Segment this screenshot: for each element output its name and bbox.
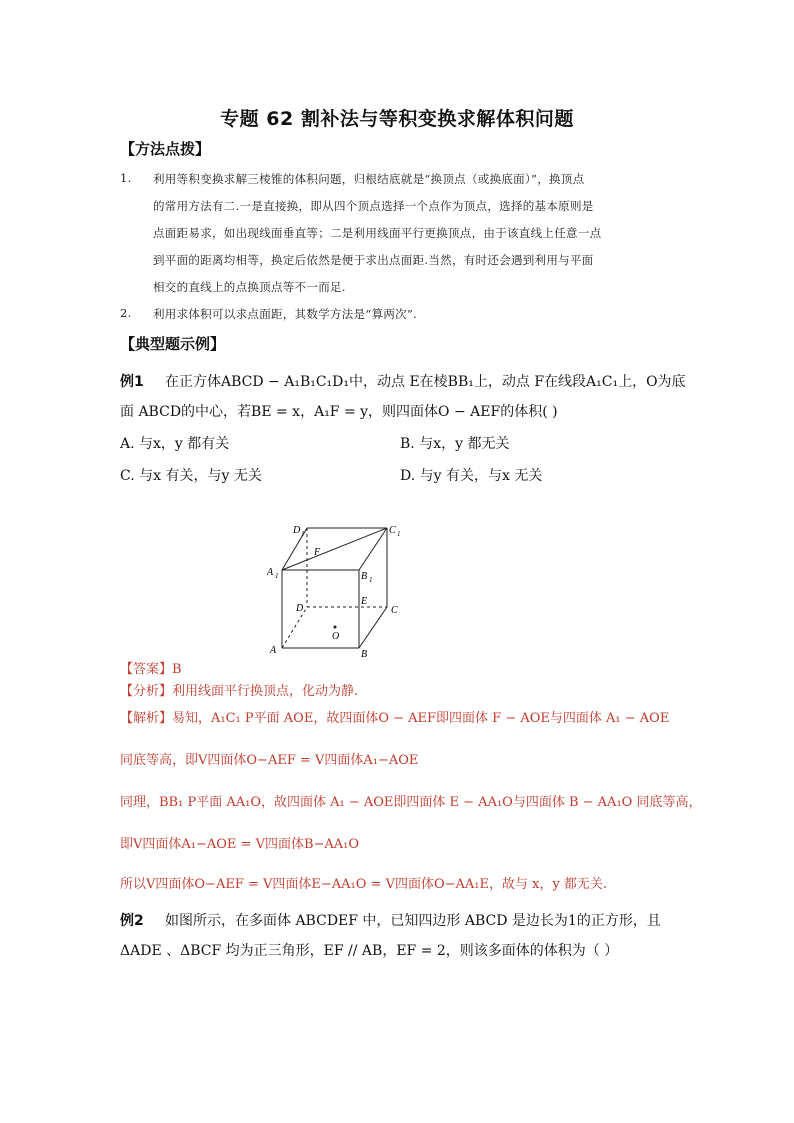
solution-line2: 同底等高，即V四面体O−AEF = V四面体A₁−AOE xyxy=(120,753,419,768)
option-b: B. 与x，y 都无关 xyxy=(400,436,510,452)
label-f: F xyxy=(314,547,321,558)
label-a1-sub: 1 xyxy=(275,572,279,580)
label-b: B xyxy=(361,649,368,660)
answer-label: 【答案】 xyxy=(120,662,173,677)
option-a: A. 与x，y 都有关 xyxy=(120,436,230,452)
label-d1-sub: 1 xyxy=(301,530,305,538)
analysis-row xyxy=(120,680,358,699)
method-item-line: 利用求体积可以求点面距，其数学方法是“算两次”. xyxy=(153,307,418,321)
solution-line4: 即V四面体A₁−AOE = V四面体B−AA₁O xyxy=(120,837,360,852)
method-item-line: 利用等积变换求解三棱锥的体积问题，归根结底就是“换顶点（或换底面）”，换顶点 xyxy=(153,172,585,186)
label-c1: C xyxy=(389,525,396,536)
answer-row xyxy=(120,658,182,677)
example2-label: 例2 xyxy=(120,913,144,929)
method-item-line: 点面距易求，如出现线面垂直等；二是利用线面平行更换顶点，由于该直线上任意一点 xyxy=(153,226,602,240)
label-b1: B xyxy=(361,571,368,582)
method-item-number: 1. xyxy=(120,171,132,185)
solution-label: 【解析】 xyxy=(120,711,173,726)
label-b1-sub: 1 xyxy=(369,576,373,584)
method-item-line: 到平面的距离均相等，换定后依然是便于求出点面距.当然，有时还会遇到利用与平面 xyxy=(153,253,594,267)
label-o: O xyxy=(332,631,340,642)
example1-label: 例1 xyxy=(120,374,144,390)
label-e: E xyxy=(361,596,368,607)
option-c: C. 与x 有关，与y 无关 xyxy=(120,468,262,484)
solution-line1: 易知，A₁C₁ P平面 AOE，故四面体O − AEF即四面体 F − AOE与四面体 A₁ − AOE xyxy=(172,711,670,726)
label-d1: D xyxy=(293,525,301,536)
label-d: D xyxy=(296,603,304,614)
label-a: A xyxy=(270,645,277,656)
example1-question-line1: 在正方体ABCD − A₁B₁C₁D₁中，动点 E在棱BB₁上，动点 F在线段A₁C₁上，O为底 xyxy=(165,374,686,390)
edge-ad xyxy=(282,607,307,648)
page-title: 专题 62 割补法与等积变换求解体积问题 xyxy=(220,108,574,130)
example1-question-line2: 面 ABCD的中心，若BE = x，A₁F = y，则四面体O − AEF的体积( ) xyxy=(120,404,558,420)
method-item-number: 2. xyxy=(120,306,132,320)
label-c: C xyxy=(391,605,398,616)
method-heading: 【方法点拨】 xyxy=(120,140,211,158)
examples-heading: 【典型题示例】 xyxy=(120,335,226,353)
answer-value: B xyxy=(172,662,182,677)
edge-bc xyxy=(359,607,387,648)
label-a1: A xyxy=(267,567,274,578)
label-c1-sub: 1 xyxy=(397,530,401,538)
method-item-line: 的常用方法有二.一是直接换，即从四个顶点选择一个点作为顶点，选择的基本原则是 xyxy=(153,199,594,213)
edge-b1c1 xyxy=(359,528,387,570)
analysis-label: 【分析】 xyxy=(120,684,173,699)
option-d: D. 与y 有关，与x 无关 xyxy=(400,468,543,484)
solution-row xyxy=(120,707,669,726)
analysis-text: 利用线面平行换顶点，化动为静. xyxy=(172,684,359,699)
method-item-line: 相交的直线上的点换顶点等不一而足. xyxy=(153,280,346,294)
cube-figure xyxy=(255,515,415,660)
solution-line5: 所以V四面体O−AEF = V四面体E−AA₁O = V四面体O−AA₁E，故与 x，y 都无关. xyxy=(120,877,608,892)
point-o xyxy=(334,626,337,629)
example2-question-line2: ΔADE 、ΔBCF 均为正三角形，EF // AB，EF = 2，则该多面体的体积为（ ） xyxy=(120,943,619,959)
solution-line3: 同理，BB₁ P平面 AA₁O，故四面体 A₁ − AOE即四面体 E − AA₁O与四面体 B − AA₁O 同底等高， xyxy=(120,795,702,810)
example2-question-line1: 如图所示，在多面体 ABCDEF 中，已知四边形 ABCD 是边长为1的正方形，且 xyxy=(165,913,661,929)
